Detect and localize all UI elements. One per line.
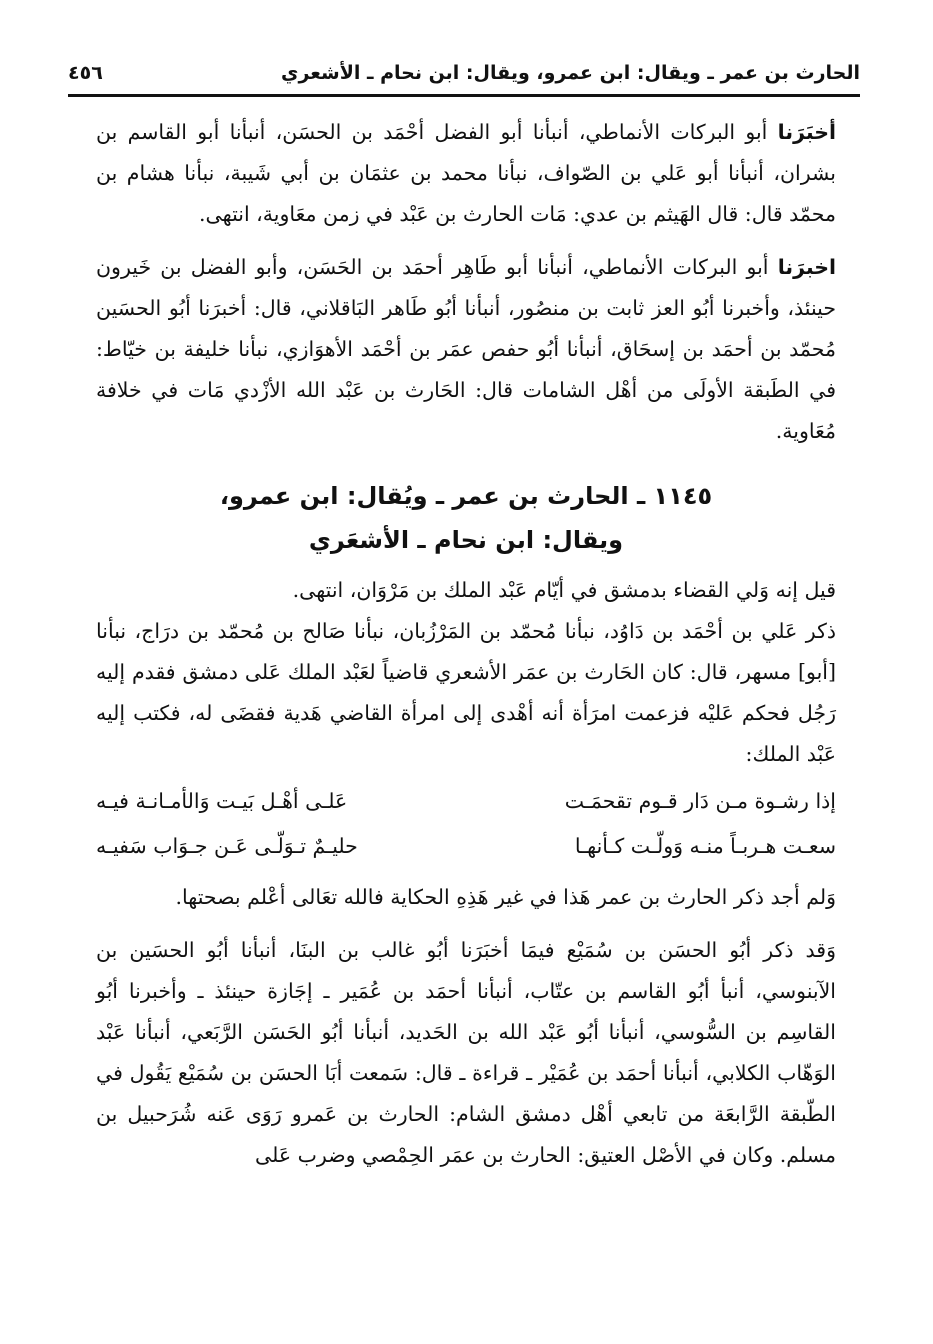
isnad-lead-word: أخبَرَنا — [777, 120, 836, 144]
isnad-text: أبو البركات الأنماطي، أنبأنا أبو طَاهِر أحمَد بن الحَسَن، وأبو الفضل بن خَيرون حينئذ، وأخبرنا أبُو العز ثابت بن منصُور، أنبأنا أبُو طَاهر البَاقلاني، قال: أخبرَنا أبُو الحسَين مُحمّد بن أحمَد بن إسحَاق، أنبأنا أبُو حفص عمَر بن أحْمَد الأهوَازي، نبأنا خليفة بن خيّاط: في الطَبقة الأولَى من أهْل الشامات قال: الحَارث بن عَبْد الله الأزْدي مَات في خلافة مُعَاوية. — [96, 255, 836, 443]
isnad-text: أبو البركات الأنماطي، أنبأنا أبو الفضل أحْمَد بن الحسَن، أنبأنا أبو القاسم بن بشران، أنبأنا أبو عَلي بن الصّواف، نبأنا محمد بن عثمَان بن أبي شَيبة، نبأنا هشام بن محمّد قال: قال الهَيثم بن عدي: مَات الحارث بن عَبْد في زمن معَاوية، انتهى. — [96, 120, 836, 226]
running-header — [68, 54, 860, 92]
verse-second-hemistich: عَلـى أهْـل بَيـت وَالأمـانـة فيـه — [96, 789, 348, 813]
verse-first-hemistich: إذا رشـوة مـن دَار قـوم تقحمَـت — [564, 789, 836, 813]
entry-paragraph-2: ذكر عَلي بن أحْمَد بن دَاوُد، نبأنا مُحمّد بن المَرْزُبان، نبأنا صَالح بن مُحمّد بن درَاج، نبأنا [أبو] مسهر، قال: كان الحَارث بن عمَر الأشعري قاضياً لعَبْد الملك عَلى دمشق فقدم إليه رَجُل فحكم عَليْه فزعمت امرَأة أنه أهْدى إلى امرأة القاضي هَدية فقضَى له، فكتب إليه عَبْد الملك: — [96, 619, 836, 766]
poem-verse — [96, 779, 836, 824]
entry-heading-line-1: ١١٤٥ ـ الحارث بن عمر ـ ويُقال: ابن عمرو، — [219, 482, 713, 510]
entry-heading-line-2: ويقال: ابن نحام ـ الأشعَري — [308, 526, 624, 554]
page-number: ٤٥٦ — [68, 62, 103, 84]
entry-paragraph-1: قيل إنه وَلي القضاء بدمشق في أيّام عَبْد الملك بن مَرْوَان، انتهى. — [292, 578, 836, 602]
isnad-paragraph-1 — [96, 112, 836, 235]
entry-paragraph-4: وَقد ذكر أبُو الحسَن بن سُمَيْع فيمَا أخبَرَنا أبُو غالب بن البنَا، أنبأنا أبُو الحسَين بن الآبنوسي، أنبأ أبُو القاسم بن عتّاب، أنبأنا أحمَد بن عُمَير ـ إجَازة حينئذ ـ وأخبرنا أبُو القاسِم بن السُّوسي، أنبأنا أبُو عَبْد الله بن الحَديد، أنبأنا أبُو الحَسَن الرَّبَعي، أنبأنا عَبْد الوَهّاب الكلابي، أنبأنا أحمَد بن عُمَيْر ـ قراءة ـ قال: سَمعت أبَا الحسَن بن سُمَيْع يَقُول في الطّبقة الرَّابعَة من تابعي أهْل دمشق الشام: الحارث بن عَمرو رَوَى عَنه شُرَحبيل بن مسلم. وكان في الأصْل العتيق: الحارث بن عمَر الحِمْصي وضرب عَلى — [96, 938, 836, 1167]
verse-second-hemistich: حليـمٌ تـوَلّـى عَـن جـوَاب سَفيـه — [96, 834, 358, 858]
poem — [96, 779, 836, 869]
poem-verse — [96, 824, 836, 869]
isnad-paragraph-2 — [96, 247, 836, 452]
running-title: الحارث بن عمر ـ ويقال: ابن عمرو، ويقال: ابن نحام ـ الأشعري — [281, 62, 860, 84]
entry-paragraph-3: وَلم أجد ذكر الحارث بن عمر هَذا في غير هَذِهِ الحكاية فالله تعَالى أعْلم بصحتها. — [175, 885, 836, 909]
verse-first-hemistich: سعـت هـربـاً منـه وَولّـت كـأنهـا — [574, 834, 836, 858]
page-body — [96, 112, 836, 1176]
header-rule — [68, 94, 860, 97]
entry-heading — [96, 474, 836, 562]
isnad-lead-word: اخبرَنا — [777, 255, 837, 279]
